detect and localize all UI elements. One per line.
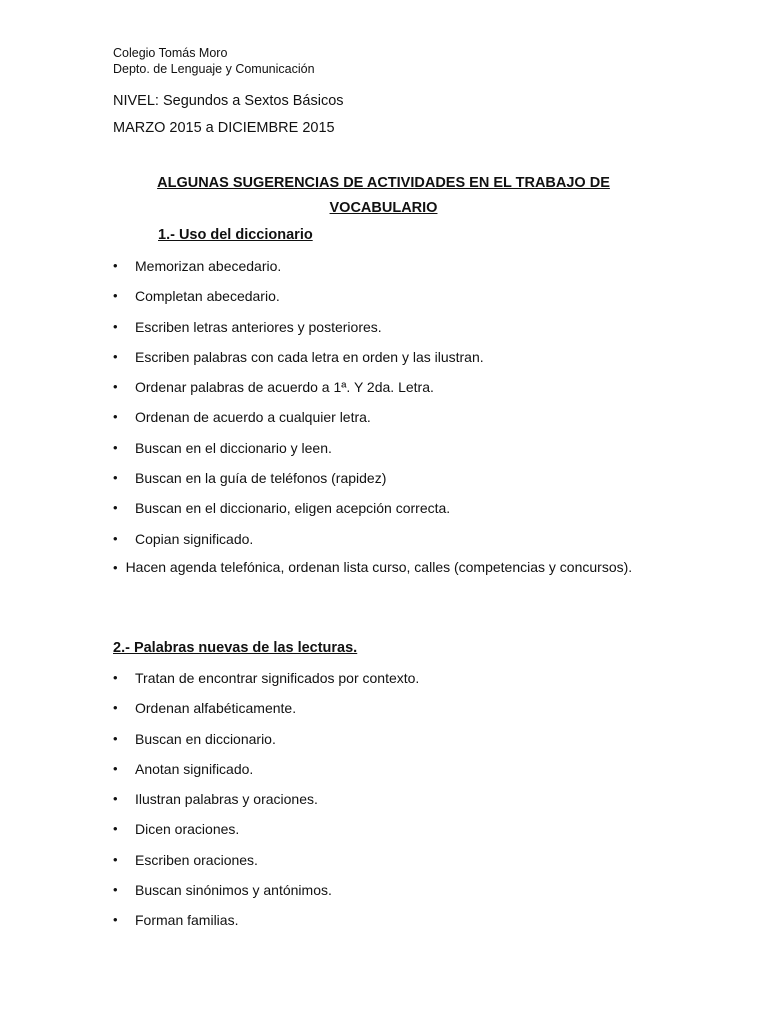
list-item-text: Copian significado. [135,530,254,547]
bullet-icon: • [113,530,118,546]
bullet-icon: • [113,730,118,746]
list-item [113,377,654,407]
bullet-icon: • [113,560,118,575]
document-title-line-1: ALGUNAS SUGERENCIAS DE ACTIVIDADES EN EL TRABAJO DE [157,175,610,191]
list-item-text: Hacen agenda telefónica, ordenan lista curso, calles (competencias y concursos). [125,559,633,575]
bullet-icon: • [113,288,118,304]
list-item [113,256,654,286]
list-item-text: Forman familias. [135,912,239,929]
section-2-heading: 2.- Palabras nuevas de las lecturas. [113,640,358,656]
list-item [113,468,654,498]
list-item-text: Buscan sinónimos y antónimos. [135,882,332,899]
list-item-text: Memorizan abecedario. [135,258,282,274]
list-item-text: Escriben letras anteriores y posteriores. [135,318,382,335]
bullet-icon: • [113,670,118,685]
section-1-list [113,256,654,559]
school-header [113,45,315,77]
period-line: MARZO 2015 a DICIEMBRE 2015 [113,120,335,136]
list-item [113,850,654,880]
school-name: Colegio Tomás Moro [113,46,228,60]
list-item [113,286,654,316]
list-item-text: Anotan significado. [135,760,254,777]
list-item [113,438,654,468]
list-item [113,668,654,698]
bullet-icon: • [113,439,118,455]
list-item-text: Tratan de encontrar significados por contexto. [135,670,420,686]
bullet-icon: • [113,348,118,364]
list-item [113,910,654,940]
list-item [113,407,654,437]
list-item [113,789,654,819]
list-item-text: Buscan en diccionario. [135,730,276,747]
document-title-line-2: VOCABULARIO [329,200,438,216]
list-item-text: Escriben oraciones. [135,851,258,868]
department-name: Depto. de Lenguaje y Comunicación [113,62,315,76]
list-item-text: Ordenar palabras de acuerdo a 1ª. Y 2da. Letra. [135,379,434,396]
bullet-icon: • [113,851,118,867]
section-1-heading: 1.- Uso del diccionario [158,227,313,243]
list-item-text: Completan abecedario. [135,288,280,305]
list-item [113,729,654,759]
list-item-text: Ordenan de acuerdo a cualquier letra. [135,409,371,426]
bullet-icon: • [113,470,118,486]
list-item-text: Buscan en la guía de teléfonos (rapidez) [135,470,387,487]
list-item-text: Ilustran palabras y oraciones. [135,791,318,808]
list-item-long [113,552,654,583]
bullet-icon: • [113,760,118,776]
list-item [113,698,654,728]
bullet-icon: • [113,912,118,928]
list-item [113,819,654,849]
list-item [113,880,654,910]
list-item-text: Buscan en el diccionario, eligen acepción correcta. [135,500,451,517]
bullet-icon: • [113,500,118,516]
bullet-icon: • [113,258,118,273]
list-item [113,498,654,528]
list-item-text: Ordenan alfabéticamente. [135,700,297,717]
bullet-icon: • [113,379,118,395]
list-item [113,759,654,789]
list-item [113,317,654,347]
bullet-icon: • [113,318,118,334]
level-line: NIVEL: Segundos a Sextos Básicos [113,93,344,109]
list-item-text: Buscan en el diccionario y leen. [135,439,332,456]
section-2-list [113,668,654,941]
list-item-text: Dicen oraciones. [135,821,240,838]
list-item-text: Escriben palabras con cada letra en orden y las ilustran. [135,348,484,365]
bullet-icon: • [113,882,118,898]
bullet-icon: • [113,791,118,807]
list-item [113,347,654,377]
bullet-icon: • [113,409,118,425]
bullet-icon: • [113,700,118,716]
bullet-icon: • [113,821,118,837]
